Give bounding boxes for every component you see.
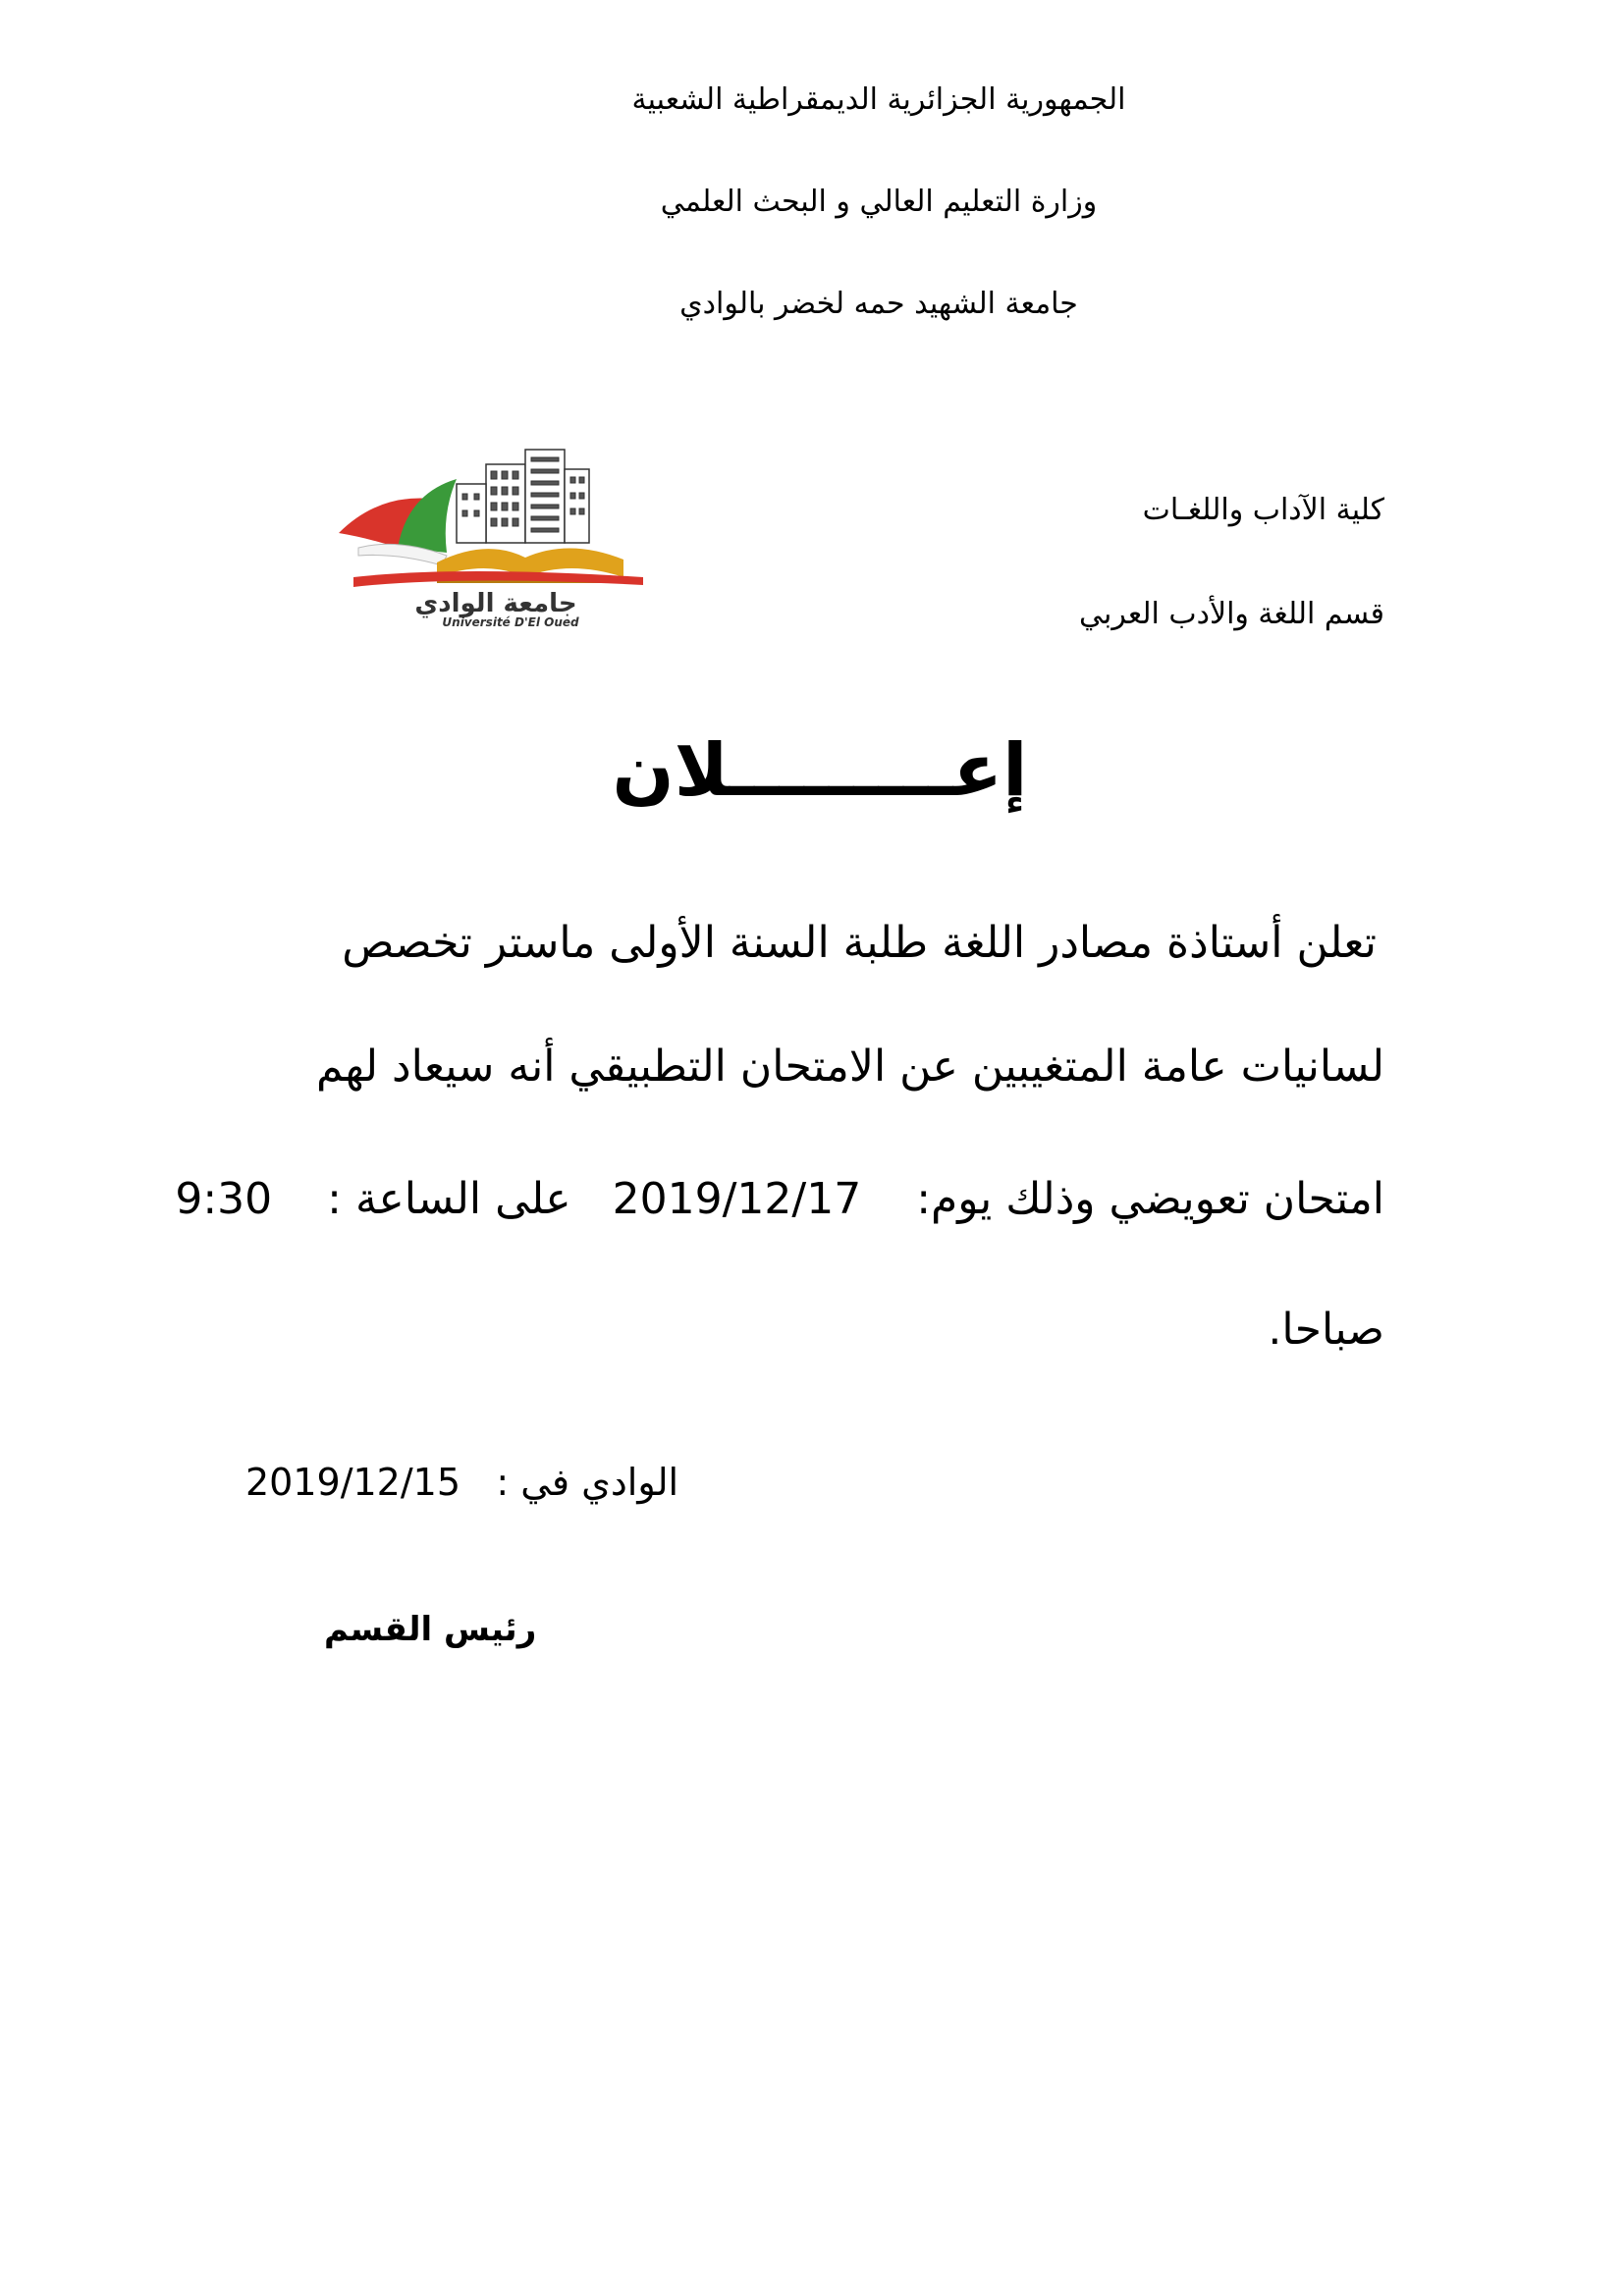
department-name: قسم اللغة والأدب العربي [1078, 597, 1384, 631]
building-icon [457, 450, 589, 543]
exam-time: 9:30 [175, 1174, 273, 1224]
exam-day-text: امتحان تعويضي وذلك يوم: [916, 1174, 1384, 1224]
announcement-title: إعـــــــــلان [612, 728, 1028, 813]
place-date-label: الوادي في : [496, 1461, 679, 1504]
place-date-value: 2019/12/15 [245, 1461, 461, 1504]
faculty-name: كلية الآداب واللغـات [1142, 493, 1384, 527]
university-name: جامعة الشهيد حمه لخضر بالوادي [679, 287, 1078, 321]
logo-arabic-text: جامعة الوادي [414, 589, 577, 618]
body-line-2: لسانيات عامة المتغيبين عن الامتحان التطبيقي أنه سيعاد لهم [316, 1041, 1384, 1092]
body-line-4: صباحا. [1268, 1305, 1384, 1355]
body-line-1: تعلن أستاذة مصادر اللغة طلبة السنة الأولى ماستر تخصص [342, 918, 1377, 968]
university-logo [339, 440, 668, 628]
logo-latin-text: Université D'El Oued [442, 615, 579, 628]
country-name: الجمهورية الجزائرية الديمقراطية الشعبية [631, 82, 1126, 117]
ministry-name: وزارة التعليم العالي و البحث العلمي [660, 185, 1098, 219]
exam-date: 2019/12/17 [612, 1174, 862, 1224]
body-line-3 [175, 1174, 1384, 1224]
signature-title: رئيس القسم [324, 1610, 537, 1649]
exam-time-label: على الساعة : [327, 1174, 571, 1224]
place-date [245, 1461, 678, 1504]
